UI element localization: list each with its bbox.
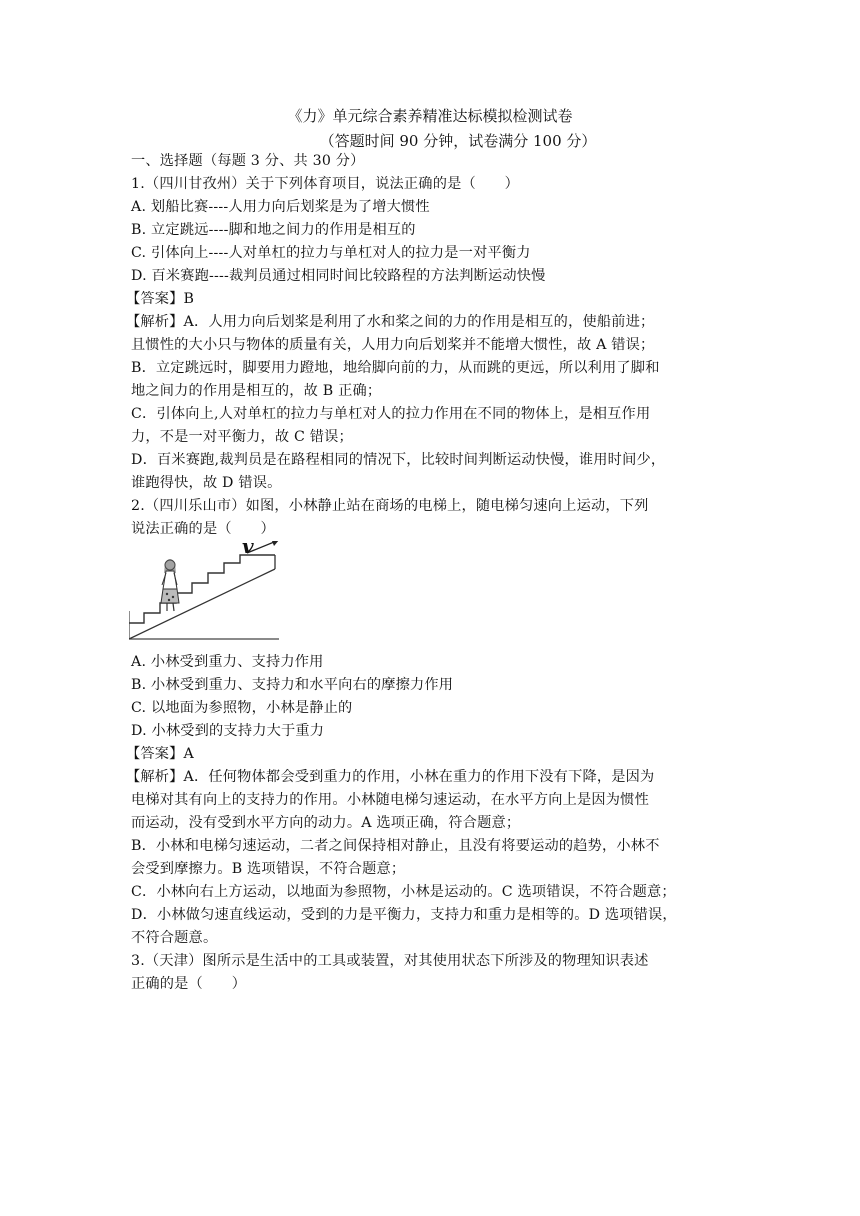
question-1-option-d: D. 百米赛跑----裁判员通过相同时间比较路程的方法判断运动快慢 bbox=[131, 268, 546, 284]
girl-figure-icon bbox=[161, 559, 179, 611]
question-2-analysis-line: 而运动，没有受到水平方向的动力。A 选项正确，符合题意； bbox=[131, 815, 521, 831]
question-2-analysis-line: D．小林做匀速直线运动，受到的力是平衡力，支持力和重力是相等的。D 选项错误， bbox=[131, 907, 677, 923]
question-1-analysis-line: D．百米赛跑,裁判员是在路程相同的情况下，比较时间判断运动快慢，谁用时间少， bbox=[131, 452, 666, 468]
question-1-option-a: A. 划船比赛----人用力向后划桨是为了增大惯性 bbox=[131, 199, 430, 215]
question-2-analysis-line: 【解析】A．任何物体都会受到重力的作用，小林在重力的作用下没有下降，是因为 bbox=[126, 769, 655, 785]
question-2-analysis-line: C．小林向右上方运动，以地面为参照物，小林是运动的。C 选项错误，不符合题意； bbox=[131, 884, 676, 900]
question-1-analysis-line: B．立定跳远时，脚要用力蹬地，地给脚向前的力，从而跳的更远，所以利用了脚和 bbox=[131, 360, 660, 376]
velocity-label: v bbox=[242, 541, 254, 558]
question-2-answer: 【答案】A bbox=[126, 746, 194, 762]
question-2-stem: 说法正确的是（ ） bbox=[131, 521, 275, 537]
page-subtitle: （答题时间 90 分钟，试卷满分 100 分） bbox=[319, 132, 597, 150]
question-1-analysis-line: C．引体向上,人对单杠的拉力与单杠对人的拉力作用在不同的物体上，是相互作用 bbox=[131, 406, 651, 422]
question-1-stem: 1.（四川甘孜州）关于下列体育项目，说法正确的是（ ） bbox=[131, 176, 520, 192]
question-2-analysis-line: 不符合题意。 bbox=[131, 930, 218, 946]
escalator-steps-icon bbox=[129, 555, 275, 623]
question-1-analysis-line: 地之间力的作用是相互的，故 B 正确； bbox=[131, 383, 382, 399]
escalator-figure bbox=[129, 541, 279, 643]
escalator-incline bbox=[129, 569, 275, 639]
question-2-option-b: B. 小林受到重力、支持力和水平向右的摩擦力作用 bbox=[131, 677, 454, 693]
page-title: 《力》单元综合素养精准达标模拟检测试卷 bbox=[287, 107, 573, 125]
question-1-analysis-line: 谁跑得快，故 D 错误。 bbox=[131, 475, 282, 491]
question-2-option-d: D. 小林受到的支持力大于重力 bbox=[131, 723, 325, 739]
question-2-analysis-line: 电梯对其有向上的支持力的作用。小林随电梯匀速运动，在水平方向上是因为惯性 bbox=[131, 792, 649, 808]
question-2-stem: 2.（四川乐山市）如图，小林静止站在商场的电梯上，随电梯匀速向上运动，下列 bbox=[131, 498, 649, 514]
section-heading: 一、选择题（每题 3 分、共 30 分） bbox=[131, 153, 365, 169]
question-1-analysis-line: 【解析】A．人用力向后划桨是利用了水和桨之间的力的作用是相互的，使船前进； bbox=[126, 314, 655, 330]
question-2-option-c: C. 以地面为参照物，小林是静止的 bbox=[131, 700, 353, 716]
question-1-analysis-line: 且惯性的大小只与物体的质量有关，人用力向后划桨并不能增大惯性，故 A 错误； bbox=[131, 337, 655, 353]
question-1-option-c: C. 引体向上----人对单杠的拉力与单杠对人的拉力是一对平衡力 bbox=[131, 245, 531, 261]
question-2-option-a: A. 小林受到重力、支持力作用 bbox=[131, 654, 324, 670]
question-3-stem: 3.（天津）图所示是生活中的工具或装置，对其使用状态下所涉及的物理知识表述 bbox=[131, 953, 649, 969]
question-3-stem: 正确的是（ ） bbox=[131, 976, 247, 992]
question-1-option-b: B. 立定跳远----脚和地之间力的作用是相互的 bbox=[131, 222, 416, 238]
question-2-analysis-line: 会受到摩擦力。B 选项错误，不符合题意； bbox=[131, 861, 406, 877]
question-1-answer: 【答案】B bbox=[126, 291, 195, 307]
question-2-analysis-line: B．小林和电梯匀速运动，二者之间保持相对静止，且没有将要运动的趋势，小林不 bbox=[131, 838, 660, 854]
question-1-analysis-line: 力，不是一对平衡力，故 C 错误； bbox=[131, 429, 353, 445]
